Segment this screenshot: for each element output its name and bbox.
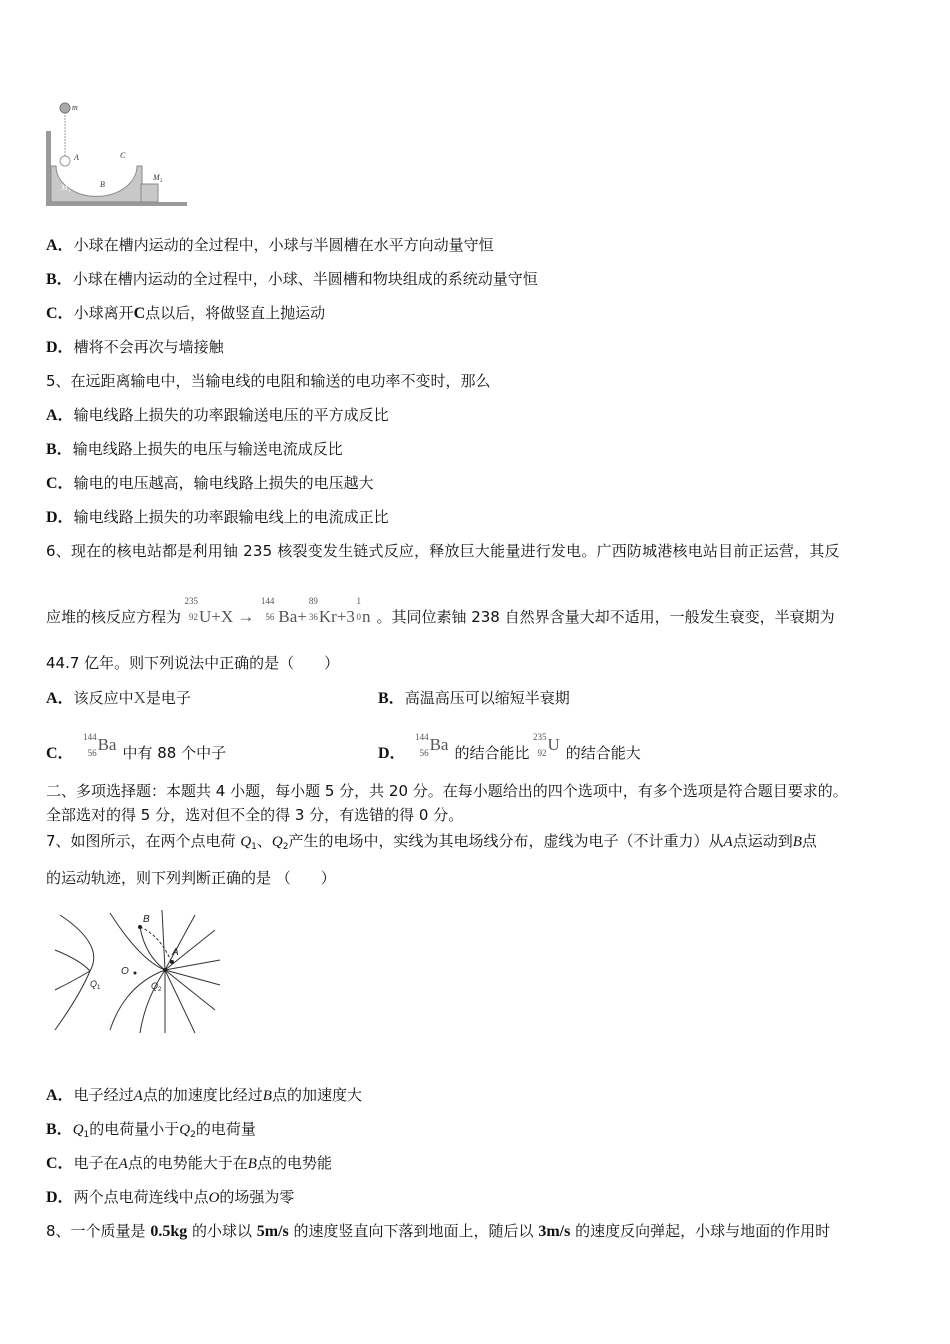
q8-stem: 8、一个质量是 0.5kg 的小球以 5m/s 的速度竖直向下落到地面上，随后以 3m/s 的速度反向弹起，小球与地面的作用时: [46, 1222, 831, 1240]
svg-text:Q: Q: [151, 981, 159, 991]
stem-text: 7、如图所示，在两个点电荷: [46, 832, 241, 850]
option-letter: D．: [46, 339, 74, 356]
option-letter: B．: [378, 690, 405, 707]
svg-text:A: A: [74, 153, 79, 162]
point-label: C: [133, 305, 146, 322]
option-text: 的结合能比: [454, 744, 530, 762]
q4-option-d: [46, 337, 224, 358]
q7-option-a: A．电子经过A点的加速度比经过B点的加速度大: [46, 1086, 362, 1104]
option-text: 槽将不会再次与墙接触: [73, 338, 224, 356]
stem-text: 。其同位素铀 238 自然界含量大却不适用，一般发生衰变，半衰期为: [376, 608, 835, 626]
q6-option-a: [46, 688, 191, 709]
svg-text:1: 1: [68, 189, 71, 194]
section2-line1: 二、多项选择题：本题共 4 小题，每小题 5 分，共 20 分。在每小题给出的四个选项中，有多个选项是符合题目要求的。: [46, 782, 848, 800]
q7-option-b: B．$Q_1$的电荷量小于$Q_2$的电荷量: [46, 1120, 256, 1140]
q6-stem-line3: 44.7 亿年。则下列说法中正确的是（ ）: [46, 654, 340, 672]
q6-option-c: [46, 734, 226, 764]
q6-option-b: [378, 688, 570, 709]
option-letter: D．: [46, 1189, 74, 1206]
nuclide-ba: 144 56 Ba: [415, 732, 449, 758]
svg-text:B: B: [143, 914, 150, 925]
electric-field-diagram: [50, 905, 245, 1035]
option-letter: C．: [46, 305, 74, 322]
q4-option-c: [46, 303, 325, 324]
svg-text:M: M: [61, 183, 68, 192]
q6-option-d: [378, 734, 641, 764]
q5-option-c: [46, 473, 374, 494]
svg-text:m: m: [72, 103, 78, 112]
q5-stem: 5、在远距离输电中，当输电线的电阻和输送的电功率不变时，那么: [46, 372, 491, 390]
nuclide-ba: 144 56 Ba: [83, 732, 117, 758]
option-text: 输电线路上损失的功率跟输送电压的平方成反比: [73, 406, 389, 424]
svg-text:A: A: [172, 947, 179, 958]
q7-stem-line1: 7、如图所示，在两个点电荷 $Q_1$、$Q_2$产生的电场中，实线为其电场线分布，虚线为电子（不计重力）从A点运动到B点: [46, 832, 817, 852]
option-letter: B．: [46, 441, 73, 458]
option-letter: B．: [46, 1121, 73, 1138]
option-text: 小球在槽内运动的全过程中，小球与半圆槽在水平方向动量守恒: [73, 236, 494, 254]
option-letter: A．: [46, 407, 74, 424]
q6-stem-line2: [46, 598, 835, 627]
q5-option-b: [46, 439, 343, 460]
svg-text:M: M: [153, 173, 160, 182]
q7-stem-line2: 的运动轨迹，则下列判断正确的是 （ ）: [46, 869, 336, 887]
option-letter: C．: [46, 475, 74, 492]
svg-text:Q: Q: [90, 979, 98, 989]
symbol-x: X: [133, 688, 146, 707]
option-text: 输电的电压越高，输电线路上损失的电压越大: [73, 474, 374, 492]
option-letter: C．: [46, 745, 74, 762]
q5-option-d: [46, 507, 389, 528]
svg-text:2: 2: [158, 987, 162, 993]
option-text: 小球在槽内运动的全过程中，小球、半圆槽和物块组成的系统动量守恒: [72, 270, 538, 288]
q7-option-c: C．电子在A点的电势能大于在B点的电势能: [46, 1154, 332, 1172]
option-letter: A．: [46, 690, 74, 707]
option-letter: D．: [378, 745, 406, 762]
q5-option-a: [46, 405, 389, 426]
q4-option-a: [46, 235, 494, 256]
option-letter: B．: [46, 271, 73, 288]
section2-line2: 全部选对的得 5 分，选对但不全的得 3 分，有选错的得 0 分。: [46, 806, 464, 824]
option-text: 是电子: [145, 689, 191, 707]
option-text: 的结合能大: [565, 744, 641, 762]
svg-text:C: C: [120, 151, 126, 160]
electric-field-svg: [50, 905, 245, 1035]
option-text: 该反应中: [73, 689, 134, 707]
option-text: 中有 88 个中子: [122, 744, 227, 762]
option-text: 高温高压可以缩短半衰期: [404, 689, 570, 707]
svg-text:B: B: [100, 180, 105, 189]
option-text: 小球离开: [73, 304, 134, 322]
svg-text:O: O: [121, 966, 129, 977]
nuclide-u: 235 92 U: [532, 732, 560, 758]
option-letter: A．: [46, 1087, 74, 1104]
option-text: 点以后，将做竖直上抛运动: [145, 304, 326, 322]
q6-stem-line1: 6、现在的核电站都是利用铀 235 核裂变发生链式反应，释放巨大能量进行发电。广西防城港核电站目前正运营，其反: [46, 542, 840, 560]
groove-diagram: [44, 98, 189, 208]
stem-text: 应堆的核反应方程为: [46, 608, 182, 626]
option-letter: D．: [46, 509, 74, 526]
groove-diagram-svg: [44, 98, 189, 208]
option-letter: A．: [46, 237, 74, 254]
q7-option-d: D．两个点电荷连线中点O的场强为零: [46, 1188, 295, 1206]
option-text: 输电线路上损失的功率跟输电线上的电流成正比: [73, 508, 389, 526]
option-text: 输电线路上损失的电压与输送电流成反比: [72, 440, 343, 458]
option-letter: C．: [46, 1155, 74, 1172]
q4-option-b: [46, 269, 538, 290]
svg-text:2: 2: [160, 179, 163, 184]
svg-text:1: 1: [97, 985, 101, 991]
reaction-equation: 235 92 U+X → 144 56 Ba+ 89 36 Kr+3 1 0 n: [184, 596, 371, 626]
